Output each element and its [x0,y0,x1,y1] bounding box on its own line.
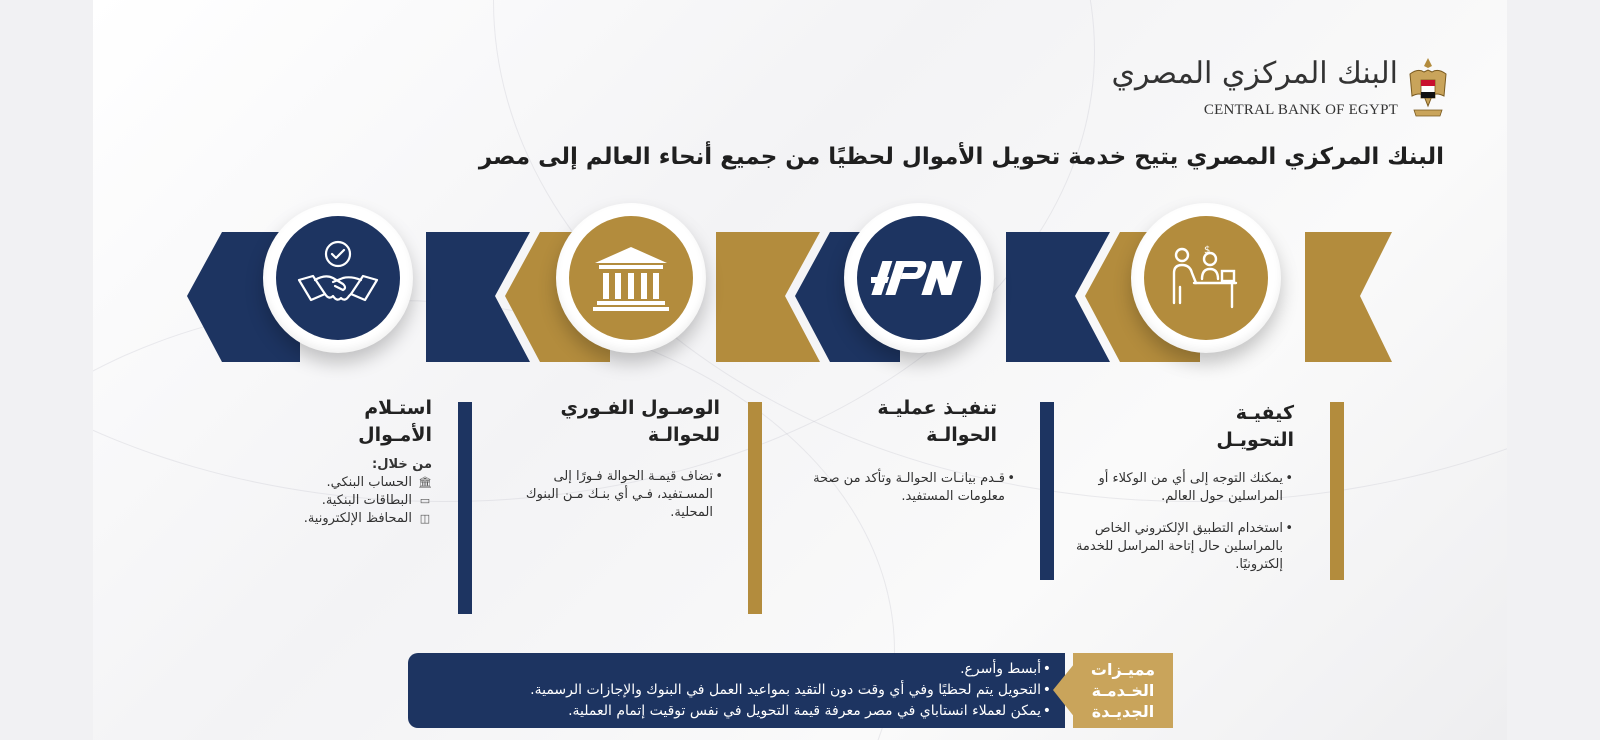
step-4-body [272,456,432,528]
agent-desk-icon [1166,243,1246,313]
step-2-divider [1040,402,1054,580]
step-4-circle [263,203,413,353]
method-item: ◫ المحافظ الإلكترونية. [303,511,431,526]
step-3-divider [748,402,762,614]
cbe-logo [1111,52,1450,127]
features-label: مميـزات الخـدمـة الجديـدة [1073,653,1173,728]
list-item: • قـدم بيانـات الحوالـة وتأكد من صحة معلومات المستفيد. [805,470,1015,506]
page-title: البنك المركزي المصري يتيح خدمة تحويل الأموال لحظيًا من جميع أنحاء العالم إلى مصر [478,144,1444,170]
step-2-circle [844,203,994,353]
list-item: • تضاف قيمـة الحوالة فـورًا إلى المسـتفيد، فـي أي بنـك مـن البنوك المحلية. [523,468,723,522]
method-item: ▭ البطاقات البنكية. [321,493,431,508]
step-3-title: الوصـول الفـوري للحوالـة [560,397,720,446]
step-2-body [805,470,1015,506]
card-icon: ▭ [419,494,431,507]
step-1-body [1073,470,1293,574]
step-1-circle [1131,203,1281,353]
features-box [408,653,1065,728]
step-4-subtitle: من خلال: [372,457,432,472]
ipn-logo-icon [871,253,967,303]
list-item: • التحويل يتم لحظيًا وفي أي وقت دون التقيد بمواعيد العمل في البنوك والإجازات الرسمية. [530,680,1051,701]
wallet-icon: ◫ [419,512,431,525]
svg-text:$: $ [1204,245,1211,256]
step-4-title: استـلام الأمـوال [358,397,432,446]
list-item: • أبسط وأسرع. [530,659,1051,680]
egypt-eagle-emblem-icon [1406,56,1450,122]
step-1-title: كيفيـة التحويـل [1216,402,1294,451]
handshake-check-icon [295,238,381,318]
step-1-divider [1330,402,1344,580]
step-3-body [523,468,723,522]
list-item: • يمكن لعملاء انستاباي في مصر معرفة قيمة التحويل في نفس توقيت إتمام العملية. [530,701,1051,722]
bank-icon: 🏛 [418,476,432,489]
step-3-circle [556,203,706,353]
features-list [530,659,1051,722]
list-item: • يمكنك التوجه إلى أي من الوكلاء أو المراسلين حول العالم. [1073,470,1293,506]
logo-arabic-text: البنك المركزي المصري [1111,56,1398,91]
step-2-title: تنفيـذ عمليـة الحوالـة [877,397,997,446]
method-item: 🏛 الحساب البنكي. [326,475,432,490]
bank-building-icon [591,243,671,313]
step-4-divider [458,402,472,614]
list-item: • استخدام التطبيق الإلكتروني الخاص بالمراسلين حال إتاحة المراسل للخدمة إلكترونيًا. [1073,520,1293,574]
logo-english-text: CENTRAL BANK OF EGYPT [1203,102,1398,118]
